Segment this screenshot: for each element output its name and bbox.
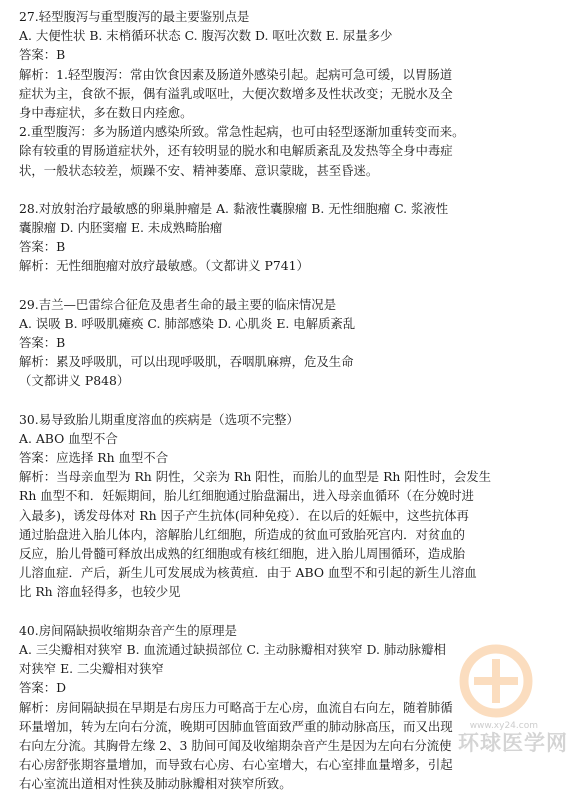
question-28-line-4: 解析：无性细胞瘤对放疗最敏感。（文都讲义 P741） (19, 258, 309, 274)
question-28-line-2: 囊腺瘤 D. 内胚窦瘤 E. 未成熟畸胎瘤 (19, 220, 223, 236)
question-27-line-1: 27.轻型腹泻与重型腹泻的最主要鉴别点是 (19, 9, 250, 24)
question-27-line-9: 状，一般状态较差，烦躁不安、精神萎靡、意识蒙眬，甚至昏迷。 (19, 162, 379, 178)
question-29 (19, 295, 567, 391)
question-29-line-2: A. 误吸 B. 呼吸肌瘫痪 C. 肺部感染 D. 心肌炎 E. 电解质紊乱 (19, 315, 356, 331)
question-30-line-7: 通过胎盘进入胎儿体内，溶解胎儿红细胞，所造成的贫血可致胎死宫内．对贫血的 (19, 526, 466, 542)
question-29-line-3: 答案：B (19, 335, 66, 351)
question-30-line-4: 解析：当母亲血型为 Rh 阴性，父亲为 Rh 阳性，而胎儿的血型是 Rh 阳性时，会发生 (19, 469, 492, 485)
question-30 (19, 410, 567, 602)
watermark-url: www.xy24.com (469, 721, 538, 731)
question-40-line-6: 环量增加，转为左向右分流，晚期可因肺血管面致严重的肺动脉高压，而又出现 (19, 718, 453, 734)
question-28-line-3: 答案：B (19, 239, 66, 255)
question-40-line-3: 对狭窄 E. 二尖瓣相对狭窄 (19, 661, 164, 677)
question-30-line-6: 入最多)，诱发母体对 Rh 因子产生抗体(同种免疫）．在以后的妊娠中，这些抗体再 (19, 507, 469, 523)
question-27-line-3: 答案：B (19, 47, 66, 63)
question-40-line-9: 右心室流出道相对性狭及肺动脉瓣相对狭窄所致。 (19, 776, 292, 792)
question-30-line-5: Rh 血型不和．妊娠期间，胎儿红细胞通过胎盘漏出，进入母亲血循环（在分娩时进 (19, 488, 474, 504)
question-29-line-4: 解析：累及呼吸肌，可以出现呼吸肌，吞咽肌麻痹，危及生命 (19, 354, 354, 370)
question-40-line-4: 答案：D (19, 680, 67, 696)
question-30-line-2: A. ABO 血型不合 (19, 430, 118, 446)
spacer (19, 180, 567, 199)
watermark-logo-icon (456, 641, 536, 721)
watermark (416, 641, 576, 761)
spacer (19, 391, 567, 410)
question-27-line-8: 除有较重的胃肠道症状外，还有较明显的脱水和电解质紊乱及发热等全身中毒症 (19, 143, 453, 159)
question-30-line-8: 反应，胎儿骨髓可释放出成熟的红细胞或有核红细胞，进入胎儿周围循环，造成胎 (19, 546, 466, 562)
question-29-line-1: 29.吉兰—巴雷综合征危及患者生命的最主要的临床情况是 (19, 296, 337, 312)
spacer (19, 276, 567, 295)
question-27 (19, 7, 567, 180)
question-40-line-2: A. 三尖瓣相对狭窄 B. 血流通过缺损部位 C. 主动脉瓣相对狭窄 D. 肺动脉瓣相 (19, 641, 446, 657)
watermark-text: 环球医学网 (458, 731, 568, 755)
question-30-line-10: 比 Rh 溶血轻得多，也较少见 (19, 584, 181, 600)
question-40-line-7: 右向左分流。其胸骨左缘 2、3 肋间可闻及收缩期杂音产生是因为左向右分流使 (19, 737, 452, 753)
question-27-line-5: 症状为主，食欲不振，偶有溢乳或呕吐，大便次数增多及性状改变；无脱水及全 (19, 85, 453, 101)
question-29-line-5: （文都讲义 P848） (19, 373, 130, 389)
question-28 (19, 199, 567, 276)
question-27-line-2: A. 大便性状 B. 末梢循环状态 C. 腹泻次数 D. 呕吐次数 E. 尿量多少 (19, 28, 393, 44)
question-40-line-5: 解析：房间隔缺损在早期是右房压力可略高于左心房，血流自右向左，随着肺循 (19, 699, 453, 715)
question-27-line-4: 解析：1.轻型腹泻：常由饮食因素及肠道外感染引起。起病可急可缓，以胃肠道 (19, 66, 453, 82)
question-30-line-3: 答案：应选择 Rh 血型不合 (19, 450, 169, 466)
question-30-line-9: 儿溶血症．产后，新生儿可发展成为核黄疸．由于 ABO 血型不和引起的新生儿溶血 (19, 565, 477, 581)
question-40-line-1: 40.房间隔缺损收缩期杂音产生的原理是 (19, 622, 237, 638)
spacer (19, 602, 567, 621)
question-27-line-6: 身中毒症状，多在数日内痊愈。 (19, 105, 193, 121)
question-28-line-1: 28.对放射治疗最敏感的卵巢肿瘤是 A. 黏液性囊腺瘤 B. 无性细胞瘤 C. 浆液性 (19, 200, 449, 216)
question-40-line-8: 右心房舒张期容量增加，而导致右心房、右心室增大，右心室排血量增多，引起 (19, 757, 453, 773)
question-30-line-1: 30.易导致胎儿期重度溶血的疾病是（选项不完整） (19, 411, 299, 427)
question-27-line-7: 2.重型腹泻：多为肠道内感染所致。常急性起病，也可由轻型逐渐加重转变而来。 (19, 124, 465, 140)
